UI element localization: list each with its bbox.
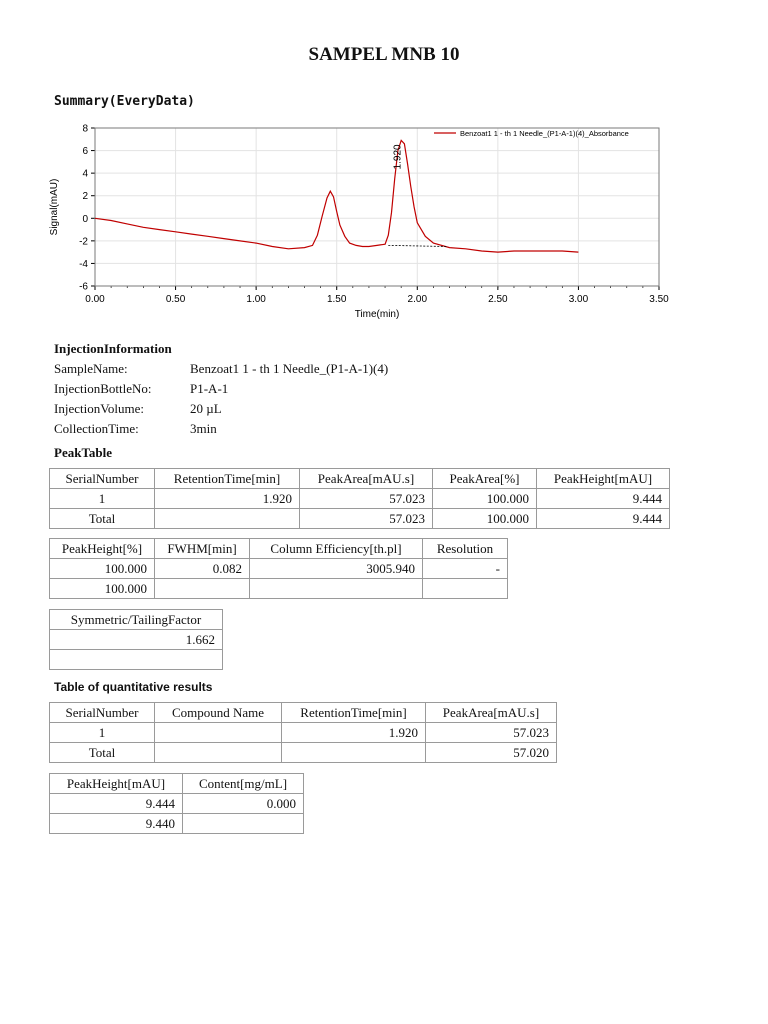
peak-baseline (388, 245, 446, 246)
table-cell: 100.000 (50, 559, 155, 579)
info-value: Benzoat1 1 - th 1 Needle_(P1-A-1)(4) (190, 361, 389, 376)
table-cell: 1.920 (155, 489, 300, 509)
table-header-row (50, 703, 557, 723)
y-tick-label: 4 (82, 168, 88, 180)
table-header-row (50, 539, 508, 559)
table-cell: 1 (50, 489, 155, 509)
plot-frame (95, 128, 659, 286)
column-header: Resolution (423, 539, 508, 559)
efficiency-table (49, 538, 508, 599)
y-tick-label: -6 (79, 281, 88, 293)
y-tick-label: 2 (82, 191, 88, 203)
y-tick-label: 0 (82, 213, 88, 225)
table-cell: 3005.940 (250, 559, 423, 579)
info-value: 20 µL (190, 401, 222, 416)
column-header: SerialNumber (50, 703, 155, 723)
table-cell (250, 579, 423, 599)
table-cell (183, 814, 304, 834)
legend-label: Benzoat1 1 - th 1 Needle_(P1-A-1)(4)_Absorbance (460, 129, 629, 138)
table-header-row (50, 469, 670, 489)
peak-label: 1.920 (392, 144, 404, 170)
column-header: RetentionTime[min] (282, 703, 426, 723)
injection-info-heading: InjectionInformation (54, 341, 172, 356)
table-cell: 0.000 (183, 794, 304, 814)
x-axis-label: Time(min) (354, 309, 400, 320)
table-cell: 57.023 (300, 489, 433, 509)
column-header: FWHM[min] (155, 539, 250, 559)
table-row (50, 650, 223, 670)
table-row (50, 814, 304, 834)
table-cell: 0.082 (155, 559, 250, 579)
table-header-row (50, 774, 304, 794)
table-cell: 9.444 (50, 794, 183, 814)
column-header: RetentionTime[min] (155, 469, 300, 489)
x-tick-label: 2.00 (407, 294, 428, 305)
column-header: SerialNumber (50, 469, 155, 489)
peak-table-heading: PeakTable (54, 445, 113, 460)
quant-results-heading: Table of quantitative results (54, 680, 213, 694)
table-cell (282, 743, 426, 763)
table-cell: 100.000 (433, 489, 537, 509)
table-cell: 57.023 (426, 723, 557, 743)
table-row (50, 509, 670, 529)
info-label: InjectionVolume: (54, 401, 145, 416)
y-tick-label: -4 (79, 258, 88, 270)
table-cell (50, 650, 223, 670)
table-cell: 9.444 (537, 509, 670, 529)
column-header: PeakHeight[%] (50, 539, 155, 559)
x-tick-label: 0.00 (85, 294, 105, 305)
table-row (50, 743, 557, 763)
table-cell: Total (50, 509, 155, 529)
table-cell: - (423, 559, 508, 579)
info-label: InjectionBottleNo: (54, 381, 152, 396)
table-row (50, 559, 508, 579)
x-tick-label: 2.50 (488, 294, 508, 305)
y-tick-label: 8 (82, 123, 88, 135)
table-cell (423, 579, 508, 599)
info-value: 3min (190, 421, 217, 436)
table-row (50, 579, 508, 599)
info-value: P1-A-1 (190, 381, 229, 396)
column-header: PeakHeight[mAU] (50, 774, 183, 794)
x-tick-label: 1.50 (326, 294, 347, 305)
report-title: SAMPEL MNB 10 (308, 44, 460, 65)
info-label: SampleName: (54, 361, 128, 376)
column-header: PeakArea[mAU.s] (300, 469, 433, 489)
quant-results-table (49, 702, 557, 763)
table-cell (155, 743, 282, 763)
table-row (50, 630, 223, 650)
y-tick-label: -2 (79, 236, 88, 248)
table-cell (155, 579, 250, 599)
column-header: Column Efficiency[th.pl] (250, 539, 423, 559)
peak-table (49, 468, 670, 529)
summary-label: Summary(EveryData) (54, 94, 195, 109)
table-cell: 9.444 (537, 489, 670, 509)
table-cell: 100.000 (50, 579, 155, 599)
table-row (50, 489, 670, 509)
x-tick-label: 1.00 (246, 294, 266, 305)
y-tick-label: 6 (82, 146, 88, 158)
table-cell: 1.920 (282, 723, 426, 743)
column-header: PeakArea[mAU.s] (426, 703, 557, 723)
info-label: CollectionTime: (54, 421, 139, 436)
column-header: Compound Name (155, 703, 282, 723)
table-cell: Total (50, 743, 155, 763)
y-axis-label: Signal(mAU) (49, 178, 60, 236)
table-cell (155, 509, 300, 529)
x-tick-label: 3.00 (568, 294, 589, 305)
table-header-row (50, 610, 223, 630)
column-header: PeakArea[%] (433, 469, 537, 489)
table-row (50, 794, 304, 814)
table-row (50, 723, 557, 743)
column-header: PeakHeight[mAU] (537, 469, 670, 489)
tailing-factor-table (49, 609, 223, 670)
chromatogram-chart (44, 118, 684, 328)
content-table (49, 773, 304, 834)
table-cell: 57.020 (426, 743, 557, 763)
table-cell: 57.023 (300, 509, 433, 529)
table-cell: 1.662 (50, 630, 223, 650)
table-cell: 1 (50, 723, 155, 743)
table-cell: 9.440 (50, 814, 183, 834)
table-cell (155, 723, 282, 743)
x-tick-label: 0.50 (165, 294, 186, 305)
table-cell: 100.000 (433, 509, 537, 529)
column-header: Content[mg/mL] (183, 774, 304, 794)
column-header: Symmetric/TailingFactor (50, 610, 223, 630)
x-tick-label: 3.50 (649, 294, 669, 305)
